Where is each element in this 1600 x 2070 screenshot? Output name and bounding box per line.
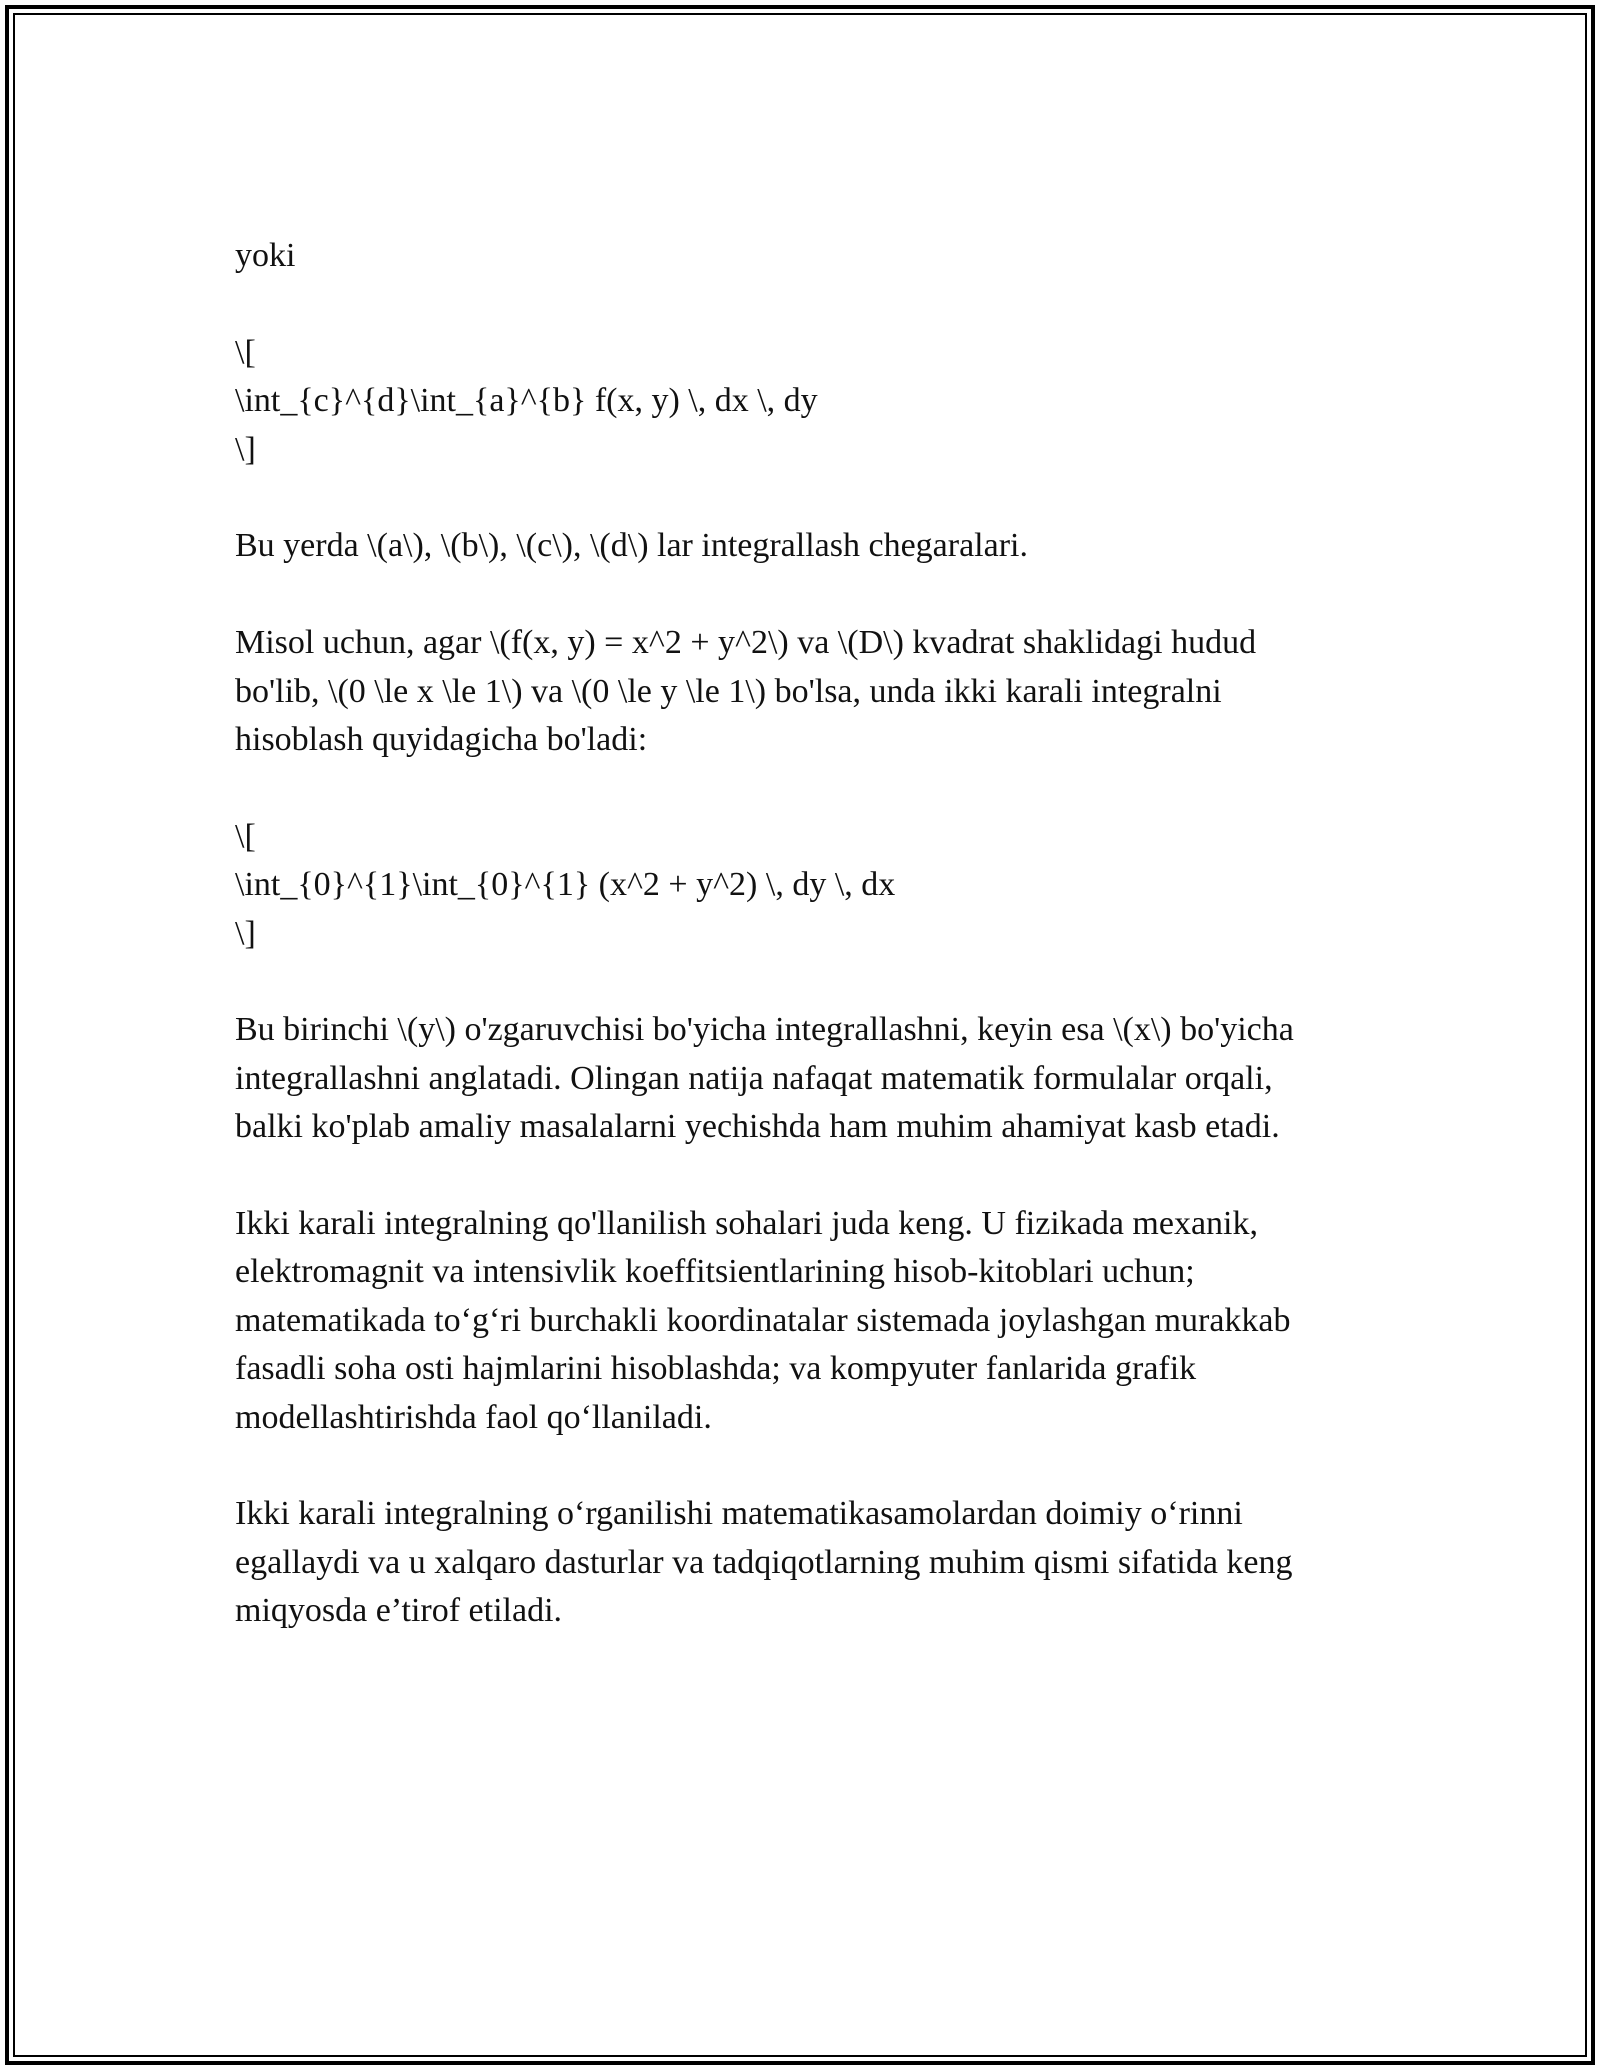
display-formula-2 xyxy=(235,813,1345,958)
paragraph-applications: Ikki karali integralning qo'llanilish sohalari juda keng. U fizikada mexanik, elektromagnit va intensivlik koeffitsientlarining hisob-kitoblari uchun; matematikada to‘g‘ri burchakli koordinatalar sistemada joylashgan murakkab fasadli soha osti hajmlarini hisoblashda; va kompyuter fanlarida grafik modellashtirishda faol qo‘llaniladi. xyxy=(235,1205,1291,1436)
paragraph-integration-order: Bu birinchi \(y\) o'zgaruvchisi bo'yicha integrallashni, keyin esa \(x\) bo'yicha integrallashni anglatadi. Olingan natija nafaqat matematik formulalar orqali, balki ko'plab amaliy masalalarni yechishda ham muhim ahamiyat kasb etadi. xyxy=(235,1011,1294,1146)
display-formula-1 xyxy=(235,329,1345,474)
document-body xyxy=(235,232,1345,1684)
paragraph-limits: Bu yerda \(a\), \(b\), \(c\), \(d\) lar integrallash chegaralari. xyxy=(235,527,1028,565)
formula-2-open: \[ xyxy=(235,817,256,855)
paragraph-example: Misol uchun, agar \(f(x, y) = x^2 + y^2\) va \(D\) kvadrat shaklidagi hudud bo'lib, \(0 \le x \le 1\) va \(0 \le y \le 1\) bo'lsa, unda ikki karali integralni hisoblash quyidagicha bo'ladi: xyxy=(235,624,1257,759)
formula-2-close: \] xyxy=(235,914,256,952)
paragraph-conclusion: Ikki karali integralning o‘rganilishi matematikasamolardan doimiy o‘rinni egallaydi va u xalqaro dasturlar va tadqiqotlarning muhim qismi sifatida keng miqyosda e’tirof etiladi. xyxy=(235,1495,1293,1630)
formula-2-body: \int_{0}^{1}\int_{0}^{1} (x^2 + y^2) \, dy \, dx xyxy=(235,866,896,904)
formula-1-open: \[ xyxy=(235,333,256,371)
paragraph-yoki: yoki xyxy=(235,237,296,274)
formula-1-body: \int_{c}^{d}\int_{a}^{b} f(x, y) \, dx \, dy xyxy=(235,382,818,420)
formula-1-close: \] xyxy=(235,430,256,468)
